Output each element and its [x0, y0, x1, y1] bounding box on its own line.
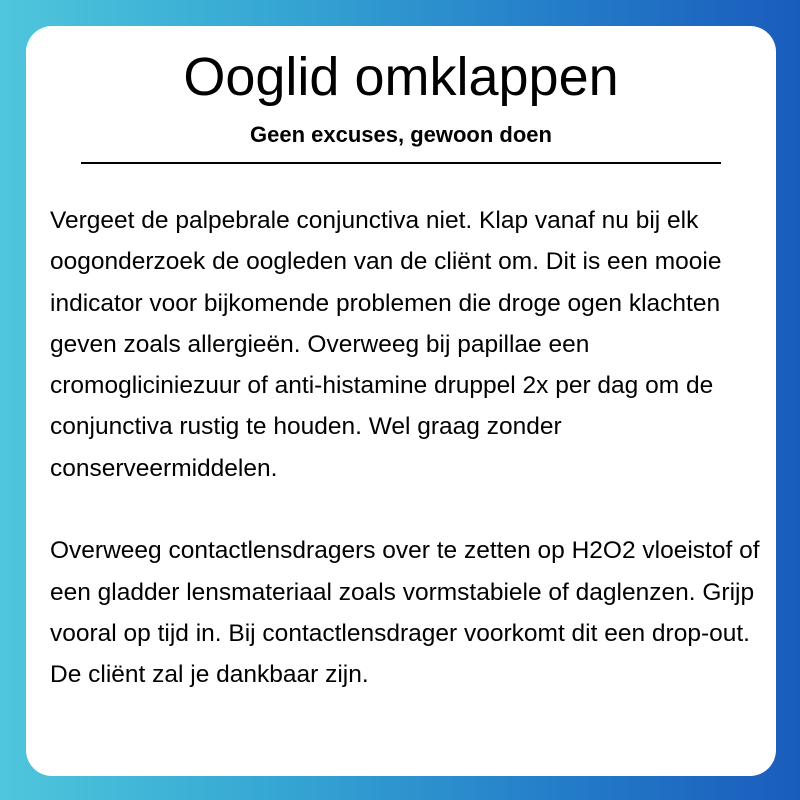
paragraph-2: Overweeg contactlensdragers over te zetten op H2O2 vloeistof of een gladder lensmateriaal zoals vormstabiele of daglenzen. Grijp vooral op tijd in. Bij contactlensdrager voorkomt dit een drop-out. De cliënt zal je dankbaar zijn. [50, 537, 760, 689]
page-subtitle: Geen excuses, gewoon doen [250, 122, 552, 147]
content-card [26, 26, 776, 776]
title-divider [81, 162, 721, 164]
body-text [50, 200, 762, 696]
paragraph-1: Vergeet de palpebrale conjunctiva niet. Klap vanaf nu bij elk oogonderzoek de oogleden van de cliënt om. Dit is een mooie indicator voor bijkomende problemen die droge ogen klachten geven zoals allergieën. Overweeg bij papillae een cromogliciniezuur of anti-histamine druppel 2x per dag om de conjunctiva rustig te houden. Wel graag zonder conserveermiddelen. [50, 207, 722, 482]
page-title: Ooglid omklappen [183, 47, 619, 107]
